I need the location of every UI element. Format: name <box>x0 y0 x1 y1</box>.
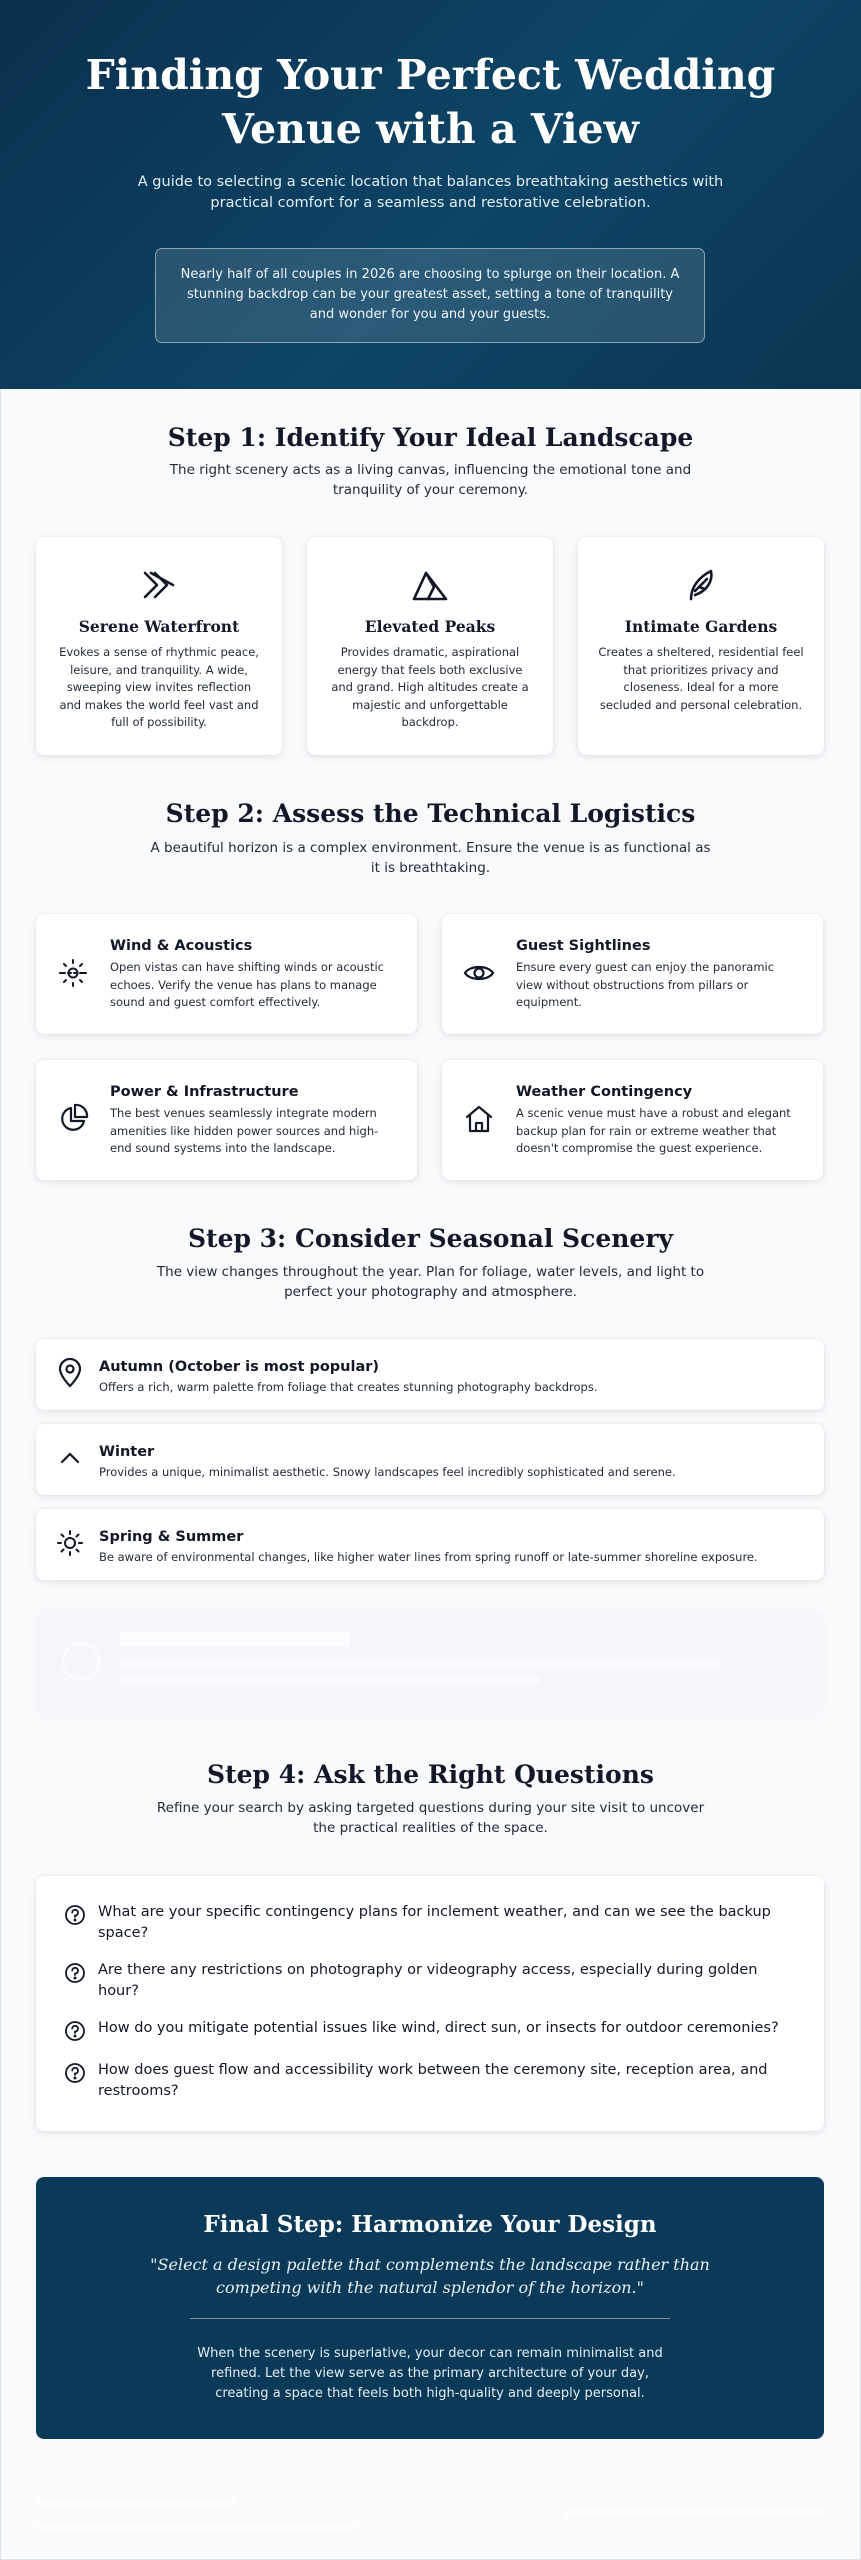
logistics-card-title: Power & Infrastructure <box>110 1084 299 1100</box>
step3-title: Step 3: Consider Seasonal Scenery <box>187 1224 674 1253</box>
logistics-card-title: Wind & Acoustics <box>110 938 253 954</box>
logistics-card-text: Open vistas can have shifting winds or acoustic echoes. Verify the venue has plans to manage sound and guest comfort effectively. <box>110 960 384 1009</box>
landscape-card-text: Provides dramatic, aspirational energy that feels both exclusive and grand. High altitudes create a majestic and unforgettable backdrop. <box>331 645 529 729</box>
step2-intro: A beautiful horizon is a complex environment. Ensure the venue is as functional as it is breathtaking. <box>150 840 711 876</box>
season-card-text: Provides a unique, minimalist aesthetic. Snowy landscapes feel incredibly sophisticated and serene. <box>99 1465 676 1479</box>
logistics-card-text: A scenic venue must have a robust and elegant backup plan for rain or extreme weather that doesn't compromise the guest experience. <box>516 1106 791 1155</box>
question-text: What are your specific contingency plans for inclement weather, and can we see the backup space? <box>98 1904 771 1941</box>
logistics-card-text: The best venues seamlessly integrate modern amenities like hidden power sources and high-end sound systems into the landscape. <box>110 1106 379 1155</box>
faded-footer-bar <box>36 2498 236 2506</box>
season-card-spring-summer <box>36 1509 824 1580</box>
step1-intro: The right scenery acts as a living canvas, influencing the emotional tone and tranquility of your ceremony. <box>169 462 692 498</box>
season-card-title: Winter <box>99 1444 155 1460</box>
landscape-card-title: Intimate Gardens <box>624 617 778 636</box>
faded-title-bar <box>120 1632 350 1646</box>
question-text: Are there any restrictions on photography or videography access, especially during golden hour? <box>98 1962 758 1999</box>
season-card-winter <box>36 1424 824 1495</box>
final-title: Final Step: Harmonize Your Design <box>203 2211 657 2238</box>
landscape-card-title: Elevated Peaks <box>364 617 496 636</box>
landscape-card-peaks <box>307 537 553 755</box>
sprout-icon <box>677 561 725 609</box>
step1-title: Step 1: Identify Your Ideal Landscape <box>167 423 694 452</box>
question-text: How do you mitigate potential issues like wind, direct sun, or insects for outdoor ceremonies? <box>98 2020 779 2036</box>
chevron-up-icon <box>54 1442 86 1474</box>
landscape-card-text: Evokes a sense of rhythmic peace, leisure, and tranquility. A wide, sweeping view invites reflection and makes the world feel vast and full of possibility. <box>59 645 259 729</box>
logistics-card-title: Guest Sightlines <box>516 938 651 954</box>
season-card-title: Spring & Summer <box>99 1529 244 1545</box>
landscape-card-text: Creates a sheltered, residential feel that prioritizes privacy and closeness. Ideal for a more secluded and personal celebration. <box>598 645 804 712</box>
landscape-card-waterfront <box>36 537 282 755</box>
question-text: How does guest flow and accessibility work between the ceremony site, reception area, and restrooms? <box>98 2062 768 2099</box>
logistics-card-text: Ensure every guest can enjoy the panoramic view without obstructions from pillars or equipment. <box>516 960 775 1009</box>
logistics-card-wind <box>36 914 417 1034</box>
step4-intro: Refine your search by asking targeted questions during your site visit to uncover the practical realities of the space. <box>156 1800 705 1836</box>
faded-placeholder-card <box>36 1610 824 1715</box>
faded-circle-icon <box>62 1643 100 1681</box>
hero-callout: Nearly half of all couples in 2026 are choosing to splurge on their location. A stunning backdrop can be your greatest asset, setting a tone of tranquility and wonder for you and your guests. <box>155 248 705 343</box>
map-pin-icon <box>54 1357 86 1389</box>
pie-chart-icon <box>56 1102 90 1136</box>
home-icon <box>462 1102 496 1136</box>
divider <box>190 2318 670 2319</box>
landscape-card-gardens <box>578 537 824 755</box>
double-chevron-right-icon <box>135 561 183 609</box>
questions-card <box>36 1876 824 2131</box>
hero-banner <box>0 0 861 389</box>
season-card-text: Be aware of environmental changes, like higher water lines from spring runoff or late-summer shoreline exposure. <box>99 1550 758 1564</box>
final-step-banner <box>36 2177 824 2439</box>
faded-footer-bar <box>36 2524 356 2530</box>
question-circle-icon <box>64 2062 86 2084</box>
logistics-card-weather <box>442 1060 823 1180</box>
question-circle-icon <box>64 2020 86 2042</box>
final-note: When the scenery is superlative, your decor can remain minimalist and refined. Let the view serve as the primary architecture of your day, creating a space that feels both high-quality and deeply personal. <box>197 2346 663 2401</box>
season-card-text: Offers a rich, warm palette from foliage that creates stunning photography backdrops. <box>99 1380 598 1394</box>
final-quote: "Select a design palette that complements the landscape rather than competing with the natural splendor of the horizon." <box>150 2255 710 2297</box>
faded-footer-bar <box>564 2510 824 2518</box>
hero-subtitle: A guide to selecting a scenic location that balances breathtaking aesthetics with practical comfort for a seamless and restorative celebration. <box>137 174 724 211</box>
landscape-card-title: Serene Waterfront <box>78 617 240 636</box>
season-card-title: Autumn (October is most popular) <box>99 1359 380 1375</box>
eye-icon <box>462 956 496 990</box>
mountain-icon <box>406 561 454 609</box>
step2-title: Step 2: Assess the Technical Logistics <box>165 799 696 828</box>
step4-title: Step 4: Ask the Right Questions <box>207 1760 654 1789</box>
sun-icon <box>54 1527 86 1559</box>
page-title: Finding Your Perfect Wedding Venue with a View <box>85 51 776 153</box>
logistics-card-sightlines <box>442 914 823 1034</box>
logistics-card-title: Weather Contingency <box>516 1084 693 1100</box>
question-circle-icon <box>64 1904 86 1926</box>
step3-intro: The view changes throughout the year. Plan for foliage, water levels, and light to perfect your photography and atmosphere. <box>156 1264 705 1300</box>
question-circle-icon <box>64 1962 86 1984</box>
faded-text-bar <box>120 1676 540 1684</box>
logistics-card-power <box>36 1060 417 1180</box>
season-card-autumn <box>36 1339 824 1410</box>
wind-sun-icon <box>56 956 90 990</box>
faded-text-bar <box>120 1660 720 1668</box>
